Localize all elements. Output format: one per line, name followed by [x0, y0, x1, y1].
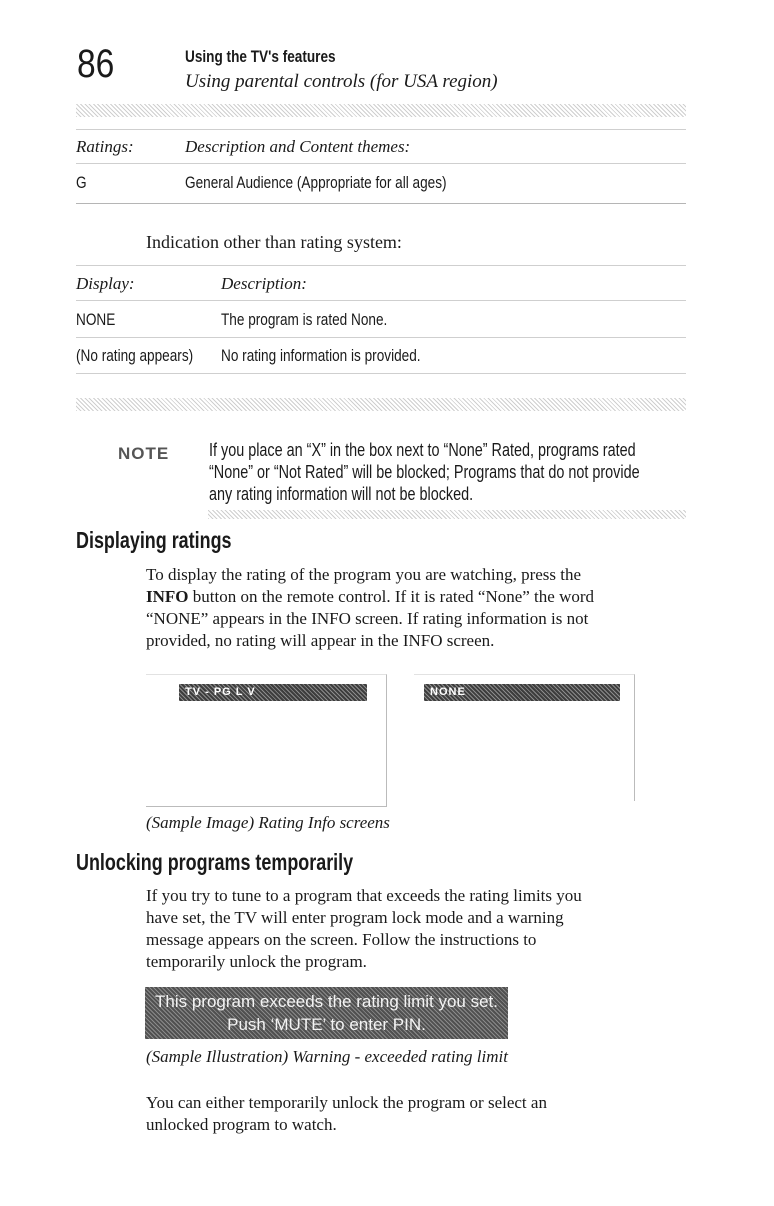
table-rule	[76, 129, 686, 130]
section-title: Using the TV's features	[185, 47, 336, 66]
display-cell-no-rating: (No rating appears)	[76, 346, 194, 365]
info-screen-left	[146, 674, 387, 807]
subsection-title: Using parental controls (for USA region)	[185, 71, 498, 92]
info-button-term: INFO	[146, 587, 189, 606]
table-rule	[76, 337, 686, 338]
table-rule	[76, 203, 686, 204]
paragraph-line: To display the rating of the program you are watching, press the	[146, 565, 582, 584]
display-description-no-rating: No rating information is provided.	[221, 346, 421, 365]
rating-cell-g: G	[76, 173, 87, 192]
rating-bar-tv-pg: TV - PG L V	[179, 684, 367, 701]
paragraph-line: temporarily unlock the program.	[146, 952, 367, 971]
warning-line-2: Push ‘MUTE’ to enter PIN.	[227, 1015, 426, 1034]
paragraph-line: INFO button on the remote control. If it is rated “None” the word	[146, 587, 595, 606]
info-screen-right	[414, 674, 635, 801]
paragraph-line: If you try to tune to a program that exceeds the rating limits you	[146, 886, 582, 905]
paragraph-line: message appears on the screen. Follow the instructions to	[146, 930, 537, 949]
caption-rating-info: (Sample Image) Rating Info screens	[146, 813, 390, 832]
ratings-col-header: Ratings:	[76, 137, 134, 156]
display-description-none: The program is rated None.	[221, 310, 388, 329]
paragraph-line: unlocked program to watch.	[146, 1115, 337, 1134]
header-hatch-bar	[76, 104, 686, 117]
note-label: NOTE	[118, 444, 170, 463]
paragraph-line: provided, no rating will appear in the INFO screen.	[146, 631, 495, 650]
indication-text: Indication other than rating system:	[146, 232, 402, 252]
rating-description-g: General Audience (Appropriate for all ages)	[185, 173, 447, 192]
rating-bar-none: NONE	[424, 684, 620, 701]
heading-displaying-ratings: Displaying ratings	[76, 527, 232, 553]
heading-unlocking-programs: Unlocking programs temporarily	[76, 849, 354, 875]
note-line: any rating information will not be blocked.	[209, 484, 474, 504]
display-cell-none: NONE	[76, 310, 116, 329]
table-rule	[76, 300, 686, 301]
note-line: If you place an “X” in the box next to “None” Rated, programs rated	[209, 440, 636, 460]
paragraph-line: have set, the TV will enter program lock mode and a warning	[146, 908, 564, 927]
display-description-col-header: Description:	[221, 274, 307, 293]
table-rule	[76, 265, 686, 266]
note-bottom-hatch	[208, 510, 686, 519]
paragraph-line: “NONE” appears in the INFO screen. If rating information is not	[146, 609, 589, 628]
warning-message-box	[145, 987, 508, 1039]
table-rule	[76, 373, 686, 374]
page-number: 86	[77, 42, 115, 86]
display-col-header: Display:	[76, 274, 135, 293]
paragraph-line: You can either temporarily unlock the program or select an	[146, 1093, 547, 1112]
caption-warning: (Sample Illustration) Warning - exceeded rating limit	[146, 1047, 508, 1066]
note-top-hatch	[76, 398, 686, 411]
description-col-header: Description and Content themes:	[185, 137, 411, 156]
warning-line-1: This program exceeds the rating limit you set.	[155, 992, 498, 1011]
table-rule	[76, 163, 686, 164]
note-line: “None” or “Not Rated” will be blocked; Programs that do not provide	[209, 462, 640, 482]
